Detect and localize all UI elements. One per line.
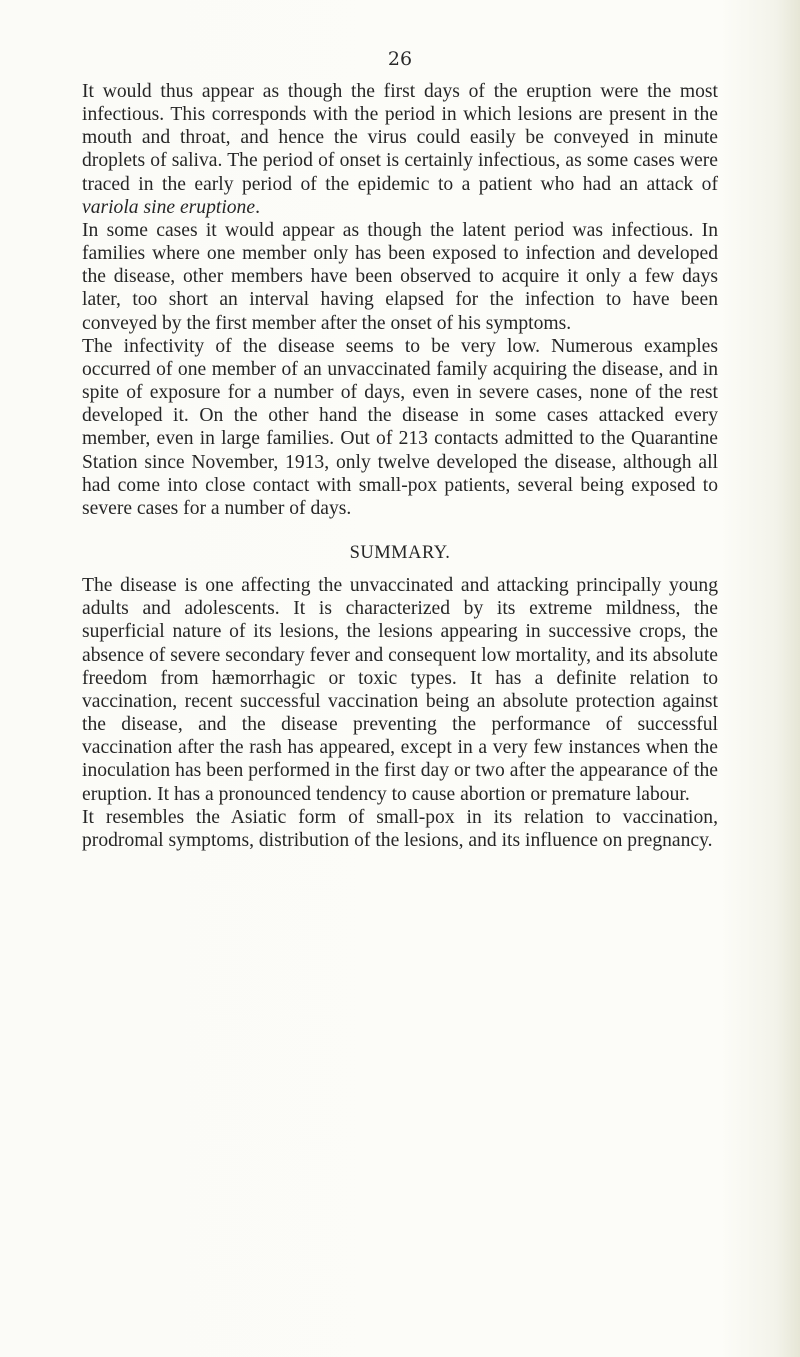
paragraph-text-end: . — [255, 196, 260, 218]
page-number: 26 — [387, 48, 413, 70]
latin-term: variola sine eruptione — [82, 196, 256, 218]
paragraph-infectious-period — [82, 80, 718, 219]
summary-heading: SUMMARY. — [349, 542, 451, 563]
body-text — [82, 80, 718, 852]
summary-paragraph-characteristics: The disease is one affecting the unvaccinated and attacking principally young adults and adolescents. It is characterized by its extreme mildness, the superficial nature of its lesions, the lesions appearing in successive crops, the absence of severe secondary fever and consequent low mortality, and its absolute freedom from hæmorrhagic or toxic types. It has a definite relation to vaccination, recent successful vaccination being an absolute protection against the disease, and the disease preventing the performance of successful vaccination after the rash has appeared, except in a very few instances when the inoculation has been performed in the first day or two after the appearance of the eruption. It has a pronounced tendency to cause abortion or premature labour. — [82, 575, 718, 805]
summary-paragraph-resemblance: It resembles the Asiatic form of small-pox in its relation to vaccination, prodromal symptoms, distribution of the lesions, and its influence on pregnancy. — [82, 806, 718, 851]
paragraph-text: It would thus appear as though the first days of the eruption were the most infectious. This corresponds with the period in which lesions are present in the mouth and throat, and hence the virus could easily be conveyed in minute droplets of saliva. The period of onset is certainly infectious, as some cases were traced in the early period of the epidemic to a patient who had an attack of — [82, 81, 718, 195]
paragraph-infectivity: The infectivity of the disease seems to be very low. Numerous examples occurred of one member of an unvaccinated family acquiring the disease, and in spite of exposure for a number of days, even in severe cases, none of the rest developed it. On the other hand the disease in some cases attacked every member, even in large families. Out of 213 contacts admitted to the Quarantine Station since November, 1913, only twelve developed the disease, although all had come into close contact with small-pox patients, several being exposed to severe cases for a number of days. — [82, 335, 718, 519]
paragraph-latent-period: In some cases it would appear as though the latent period was infectious. In families where one member only has been exposed to infection and developed the disease, other members have been observed to acquire it only a few days later, too short an interval having elapsed for the infection to have been conveyed by the first member after the onset of his symptoms. — [82, 219, 718, 334]
